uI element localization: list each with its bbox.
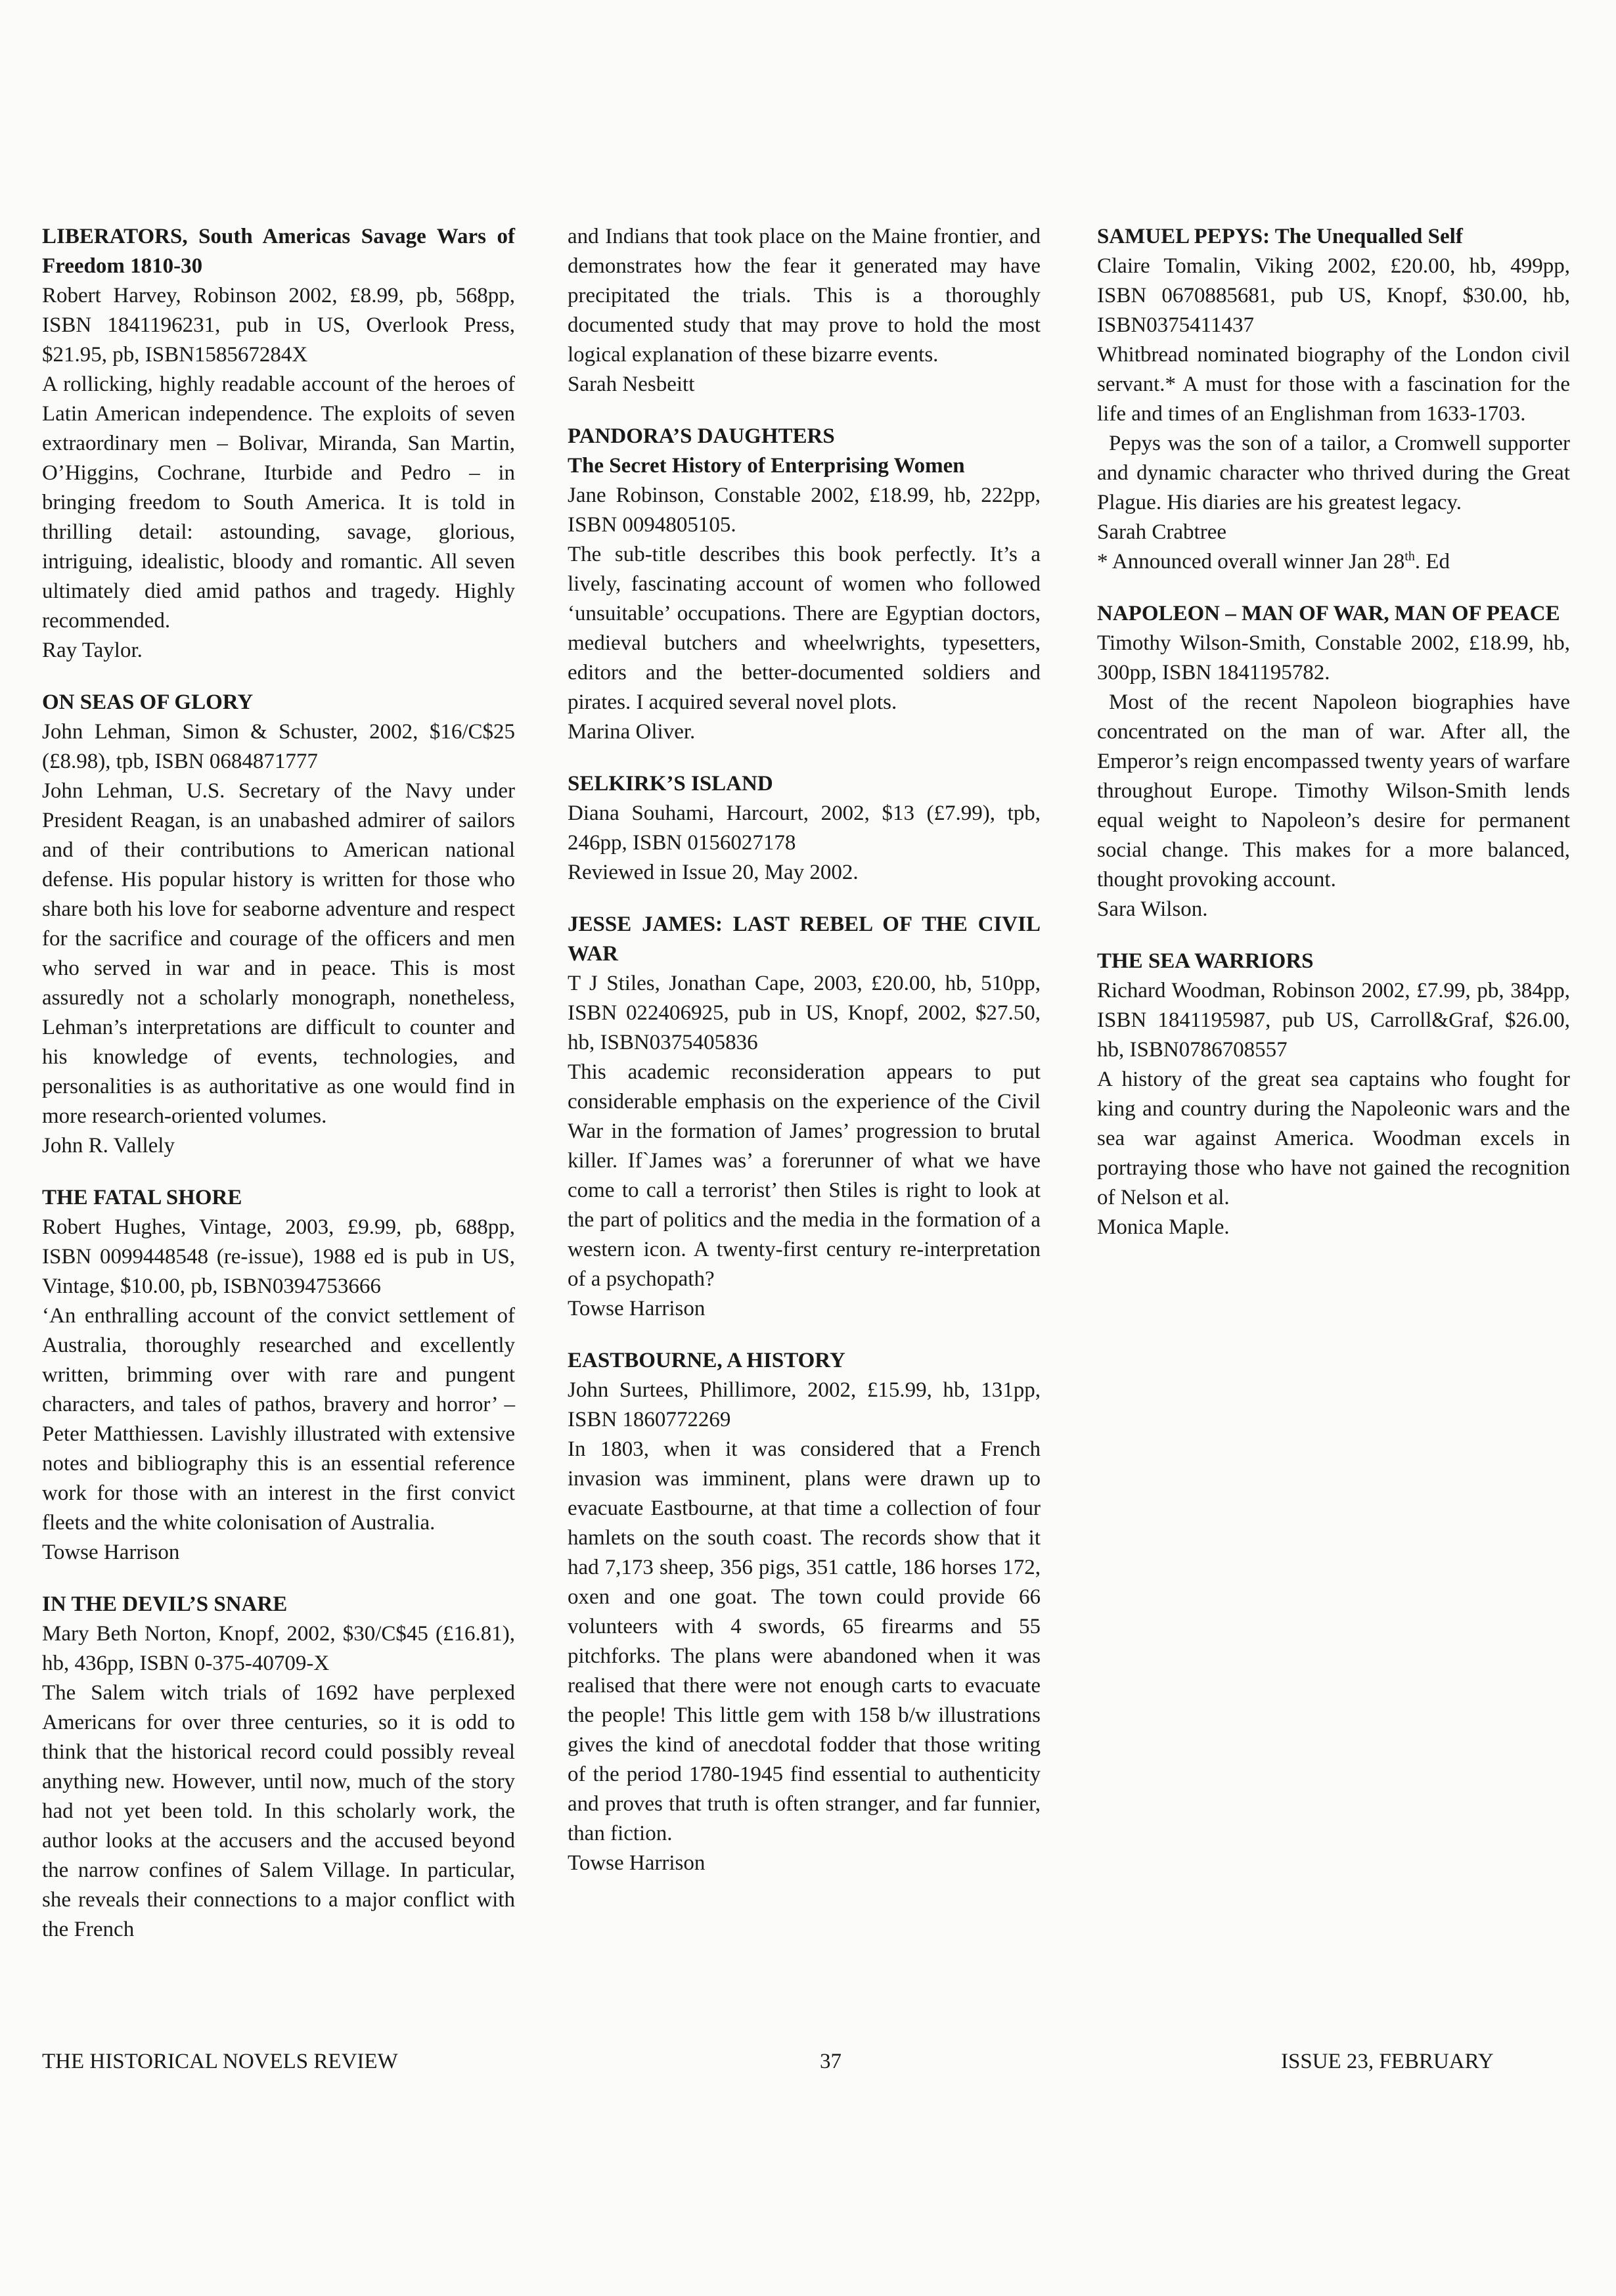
review-fatal-shore (42, 1183, 515, 1567)
review-title: EASTBOURNE, A HISTORY (568, 1349, 845, 1372)
review-meta: Claire Tomalin, Viking 2002, £20.00, hb, 499pp, ISBN 0670885681, pub US, Knopf, $30.00, hb, ISBN0375411437 (1097, 254, 1570, 337)
review-body: A history of the great sea captains who fought for king and country during the Napoleonic wars and the sea war against America. Woodman excels in portraying those who have not gained the recognition of Nelson et al. (1097, 1068, 1570, 1209)
review-body: ‘An enthralling account of the convict settlement of Australia, thoroughly researched and excellently written, brimming over with rare and pungent characters, and tales of pathos, bravery and horror’ – Peter Matthiessen. Lavishly illustrated with extensive notes and bibliography this is an essential reference work for those with an interest in the first convict fleets and the white colonisation of Australia. (42, 1304, 515, 1535)
review-jesse-james (568, 910, 1041, 1324)
reviewer-name: Sarah Crabtree (1097, 520, 1226, 544)
review-title: ON SEAS OF GLORY (42, 690, 254, 714)
review-body: A rollicking, highly readable account of the heroes of Latin American independence. The exploits of seven extraordinary men – Bolivar, Miranda, San Martin, O’Higgins, Cochrane, Iturbide and Pedro – in bringing freedom to South America. It is told in thrilling detail: astounding, savage, glorious, intriguing, idealistic, bloody and romantic. All seven ultimately died amid pathos and tragedy. Highly recommended. (42, 372, 515, 633)
editor-note (1097, 547, 1570, 577)
review-meta: John Lehman, Simon & Schuster, 2002, $16/C$25 (£8.98), tpb, ISBN 0684871777 (42, 720, 515, 773)
review-body: Whitbread nominated biography of the London civil servant.* A must for those with a fascination for the life and times of an Englishman from 1633-1703. (1097, 343, 1570, 426)
reviewer-name: Ray Taylor. (42, 639, 143, 662)
review-body: This academic reconsideration appears to put considerable emphasis on the experience of the Civil War in the formation of James’ progression to brutal killer. If`James was’ a forerunner of what we have come to call a terrorist’ then Stiles is right to look at the part of politics and the media in the formation of a western icon. A twenty-first century re-interpretation of a psychopath? (568, 1060, 1041, 1291)
review-title: THE SEA WARRIORS (1097, 949, 1314, 973)
reviewer-name: Towse Harrison (568, 1297, 706, 1320)
review-pandoras-daughters (568, 422, 1041, 747)
review-body: Pepys was the son of a tailor, a Cromwell supporter and dynamic character who thrived during the Great Plague. His diaries are his greatest legacy. (1097, 432, 1570, 514)
review-title: SELKIRK’S ISLAND (568, 772, 773, 796)
review-meta: Timothy Wilson-Smith, Constable 2002, £18.99, hb, 300pp, ISBN 1841195782. (1097, 631, 1570, 685)
column-2 (568, 222, 1041, 1901)
review-title: IN THE DEVIL’S SNARE (42, 1592, 288, 1616)
review-meta: Jane Robinson, Constable 2002, £18.99, hb, 222pp, ISBN 0094805105. (568, 484, 1041, 537)
review-devils-snare-continued (568, 222, 1041, 399)
footer-publication: THE HISTORICAL NOVELS REVIEW (42, 2050, 398, 2073)
review-title: PANDORA’S DAUGHTERS (568, 424, 835, 448)
review-meta: Robert Hughes, Vintage, 2003, £9.99, pb, 688pp, ISBN 0099448548 (re-issue), 1988 ed is pub in US, Vintage, $10.00, pb, ISBN0394753666 (42, 1215, 515, 1298)
review-body: and Indians that took place on the Maine frontier, and demonstrates how the fear it generated may have precipitated the trials. This is a thoroughly documented study that may prove to hold the most logical explanation of these bizarre events. (568, 225, 1041, 367)
review-body: Reviewed in Issue 20, May 2002. (568, 861, 859, 884)
review-eastbourne (568, 1346, 1041, 1878)
review-napoleon (1097, 599, 1570, 924)
reviewer-name: Towse Harrison (42, 1541, 180, 1564)
reviewer-name: Sara Wilson. (1097, 897, 1208, 921)
review-body: In 1803, when it was considered that a French invasion was imminent, plans were drawn up to evacuate Eastbourne, at that time a collection of four hamlets on the south coast. The records show that it had 7,173 sheep, 356 pigs, 351 cattle, 186 horses 172, oxen and one goat. The town could provide 66 volunteers with 4 swords, 65 firearms and 55 pitchforks. The plans were abandoned when it was realised that there were not enough carts to evacuate the people! This little gem with 158 b/w illustrations gives the kind of anecdotal fodder that those writing of the period 1780-1945 find essential to authenticity and proves that truth is often stranger, and far funnier, than fiction. (568, 1437, 1041, 1845)
review-sea-warriors (1097, 947, 1570, 1242)
review-meta: Robert Harvey, Robinson 2002, £8.99, pb, 568pp, ISBN 1841196231, pub in US, Overlook Press, $21.95, pb, ISBN158567284X (42, 284, 515, 367)
review-title: JESSE JAMES: LAST REBEL OF THE CIVIL WAR (568, 912, 1041, 966)
review-title: LIBERATORS, South Americas Savage Wars of Freedom 1810-30 (42, 225, 515, 278)
editor-note-superscript: th (1404, 549, 1415, 564)
editor-note-text: * Announced overall winner Jan 28 (1097, 550, 1405, 574)
reviewer-name: Towse Harrison (568, 1851, 706, 1875)
review-on-seas-of-glory (42, 688, 515, 1161)
editor-note-suffix: . Ed (1414, 550, 1450, 574)
review-body: The sub-title describes this book perfectly. It’s a lively, fascinating account of women who followed ‘unsuitable’ occupations. There are Egyptian doctors, medieval butchers and wheelwrights, typesetters, editors and the better-documented soldiers and pirates. I acquired several novel plots. (568, 543, 1041, 714)
review-liberators (42, 222, 515, 665)
review-subtitle: The Secret History of Enterprising Women (568, 454, 965, 478)
review-meta: Diana Souhami, Harcourt, 2002, $13 (£7.99), tpb, 246pp, ISBN 0156027178 (568, 801, 1041, 855)
reviewer-name: John R. Vallely (42, 1134, 175, 1158)
review-body: The Salem witch trials of 1692 have perplexed Americans for over three centuries, so it is odd to think that the historical record could possibly reveal anything new. However, until now, much of the story had not yet been told. In this scholarly work, the author looks at the accusers and the accused beyond the narrow confines of Salem Village. In particular, she reveals their connections to a major conflict with the French (42, 1681, 515, 1941)
review-selkirks-island (568, 769, 1041, 888)
reviewer-name: Marina Oliver. (568, 720, 696, 744)
reviewer-name: Sarah Nesbeitt (568, 372, 695, 396)
footer-issue: ISSUE 23, FEBRUARY (1281, 2050, 1494, 2073)
review-title: NAPOLEON – MAN OF WAR, MAN OF PEACE (1097, 602, 1560, 625)
review-body: John Lehman, U.S. Secretary of the Navy under President Reagan, is an unabashed admirer of sailors and of their contributions to American national defense. His popular history is written for those who share both his love for seaborne adventure and respect for the sacrifice and courage of the officers and men who served in war and in peace. This is most assuredly not a scholarly monograph, nonetheless, Lehman’s interpretations are difficult to counter and his knowledge of events, technologies, and personalities is as authoritative as one would find in more research-oriented volumes. (42, 779, 515, 1128)
review-body: Most of the recent Napoleon biographies have concentrated on the man of war. After all, the Emperor’s reign encompassed twenty years of warfare throughout Europe. Timothy Wilson-Smith lends equal weight to Napoleon’s desire for permanent social change. This makes for a more balanced, thought provoking account. (1097, 690, 1570, 891)
column-3 (1097, 222, 1570, 1265)
page-number: 37 (820, 2050, 842, 2073)
review-meta: Mary Beth Norton, Knopf, 2002, $30/C$45 (£16.81), hb, 436pp, ISBN 0-375-40709-X (42, 1622, 515, 1675)
column-1 (42, 222, 515, 1967)
review-meta: John Surtees, Phillimore, 2002, £15.99, hb, 131pp, ISBN 1860772269 (568, 1378, 1041, 1431)
reviewer-name: Monica Maple. (1097, 1215, 1230, 1239)
review-meta: T J Stiles, Jonathan Cape, 2003, £20.00, hb, 510pp, ISBN 022406925, pub in US, Knopf, 2002, $27.50, hb, ISBN0375405836 (568, 972, 1041, 1054)
review-title: THE FATAL SHORE (42, 1186, 242, 1209)
review-meta: Richard Woodman, Robinson 2002, £7.99, pb, 384pp, ISBN 1841195987, pub US, Carroll&Graf, $26.00, hb, ISBN0786708557 (1097, 979, 1570, 1062)
review-devils-snare (42, 1590, 515, 1945)
review-title: SAMUEL PEPYS: The Unequalled Self (1097, 225, 1463, 248)
review-samuel-pepys (1097, 222, 1570, 577)
